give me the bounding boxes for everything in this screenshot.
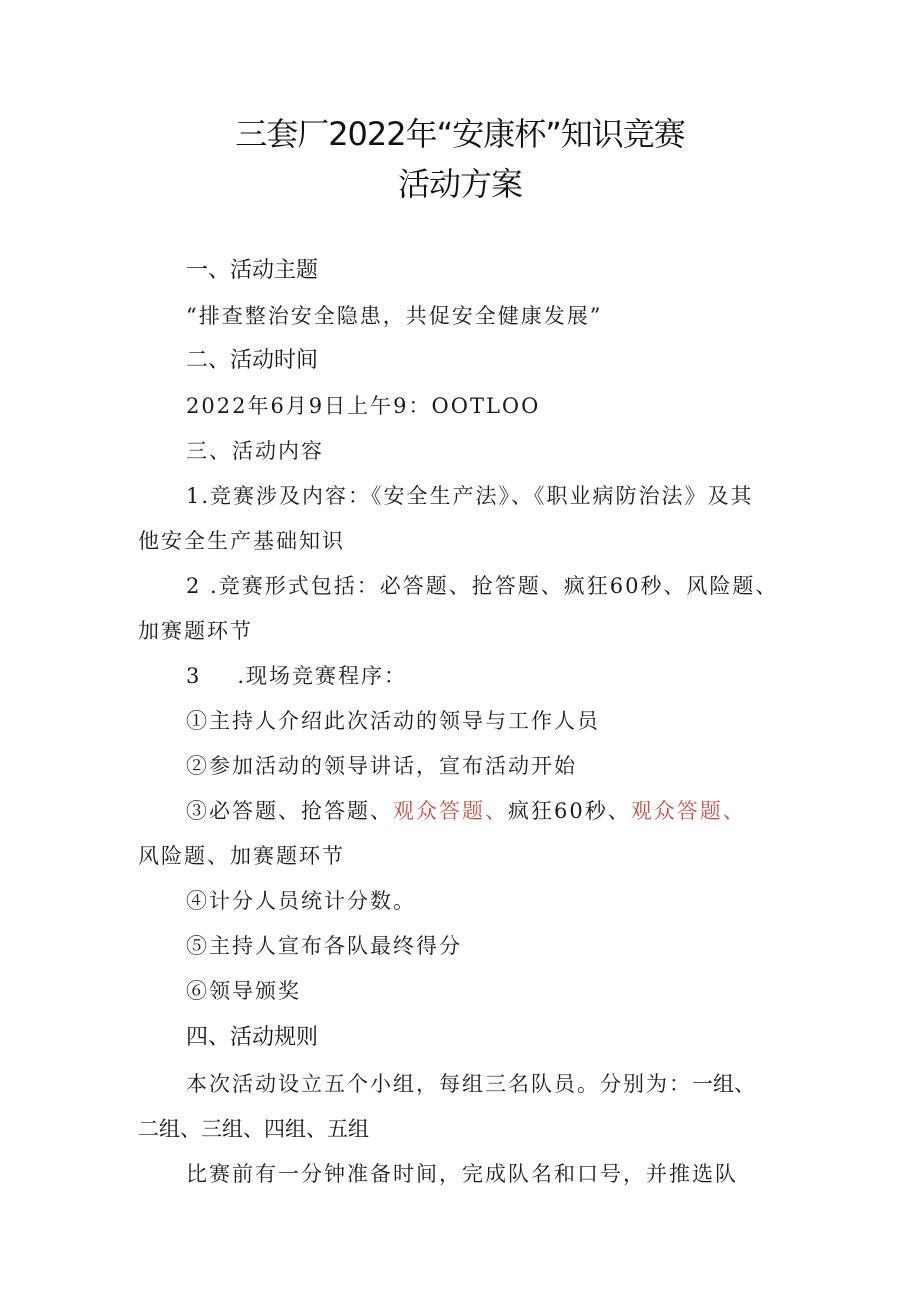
- content-item3: [186, 661, 407, 691]
- step3-audience-question-2: 观众答题、: [630, 799, 746, 823]
- section-heading-rules: 四、活动规则: [186, 1025, 319, 1050]
- step3-audience-question-1: 观众答题、: [393, 799, 508, 823]
- rules-line1-text: 本次活动设立五个小组，每组三名队员。分别为：: [186, 1072, 692, 1096]
- theme-text: “排查整治安全隐患，共促安全健康发展”: [186, 304, 603, 328]
- rules-line2: 二组、三组、四组、五组: [138, 1117, 369, 1141]
- procedure-step-3-line2: 风险题、加赛题环节: [138, 844, 345, 868]
- content-item3-number: 3: [186, 664, 202, 688]
- procedure-step-4: ④计分人员统计分数。: [186, 889, 416, 913]
- content-item2-line2: 加赛题环节: [138, 619, 253, 643]
- content-item3-text: .现场竞赛程序：: [237, 664, 408, 688]
- step3-part3: 疯狂60秒、: [508, 799, 631, 823]
- procedure-step-1: ①主持人介绍此次活动的领导与工作人员: [186, 709, 600, 733]
- content-item1-line1: 1.竞赛涉及内容：《安全生产法》、《职业病防治法》及其: [186, 484, 754, 508]
- procedure-step-6: ⑥领导颁奖: [186, 979, 301, 1003]
- rules-group-one: 一组、: [692, 1072, 755, 1096]
- section-heading-time: 二、活动时间: [186, 348, 319, 373]
- section-heading-theme: 一、活动主题: [186, 258, 319, 283]
- content-item1-line2: 他安全生产基础知识: [138, 529, 345, 553]
- rules-line3: 比赛前有一分钟准备时间，完成队名和口号，并推选队: [186, 1162, 738, 1186]
- time-text: 2022年6月9日上午9：OOTLOO: [186, 394, 541, 418]
- procedure-step-5: ⑤主持人宣布各队最终得分: [186, 934, 462, 958]
- rules-line1: [186, 1069, 755, 1099]
- document-title-line1: 三套厂2022年“安康杯”知识竞赛: [235, 115, 685, 153]
- step3-part1: ③必答题、抢答题、: [186, 799, 393, 823]
- document-title-line2: 活动方案: [397, 165, 522, 203]
- procedure-step-2: ②参加活动的领导讲话，宣布活动开始: [186, 754, 577, 778]
- section-heading-content: 三、活动内容: [186, 439, 324, 463]
- procedure-step-3-line1: [186, 796, 746, 826]
- content-item2-line1: 2 .竞赛形式包括：必答题、抢答题、疯狂60秒、风险题、: [186, 574, 779, 598]
